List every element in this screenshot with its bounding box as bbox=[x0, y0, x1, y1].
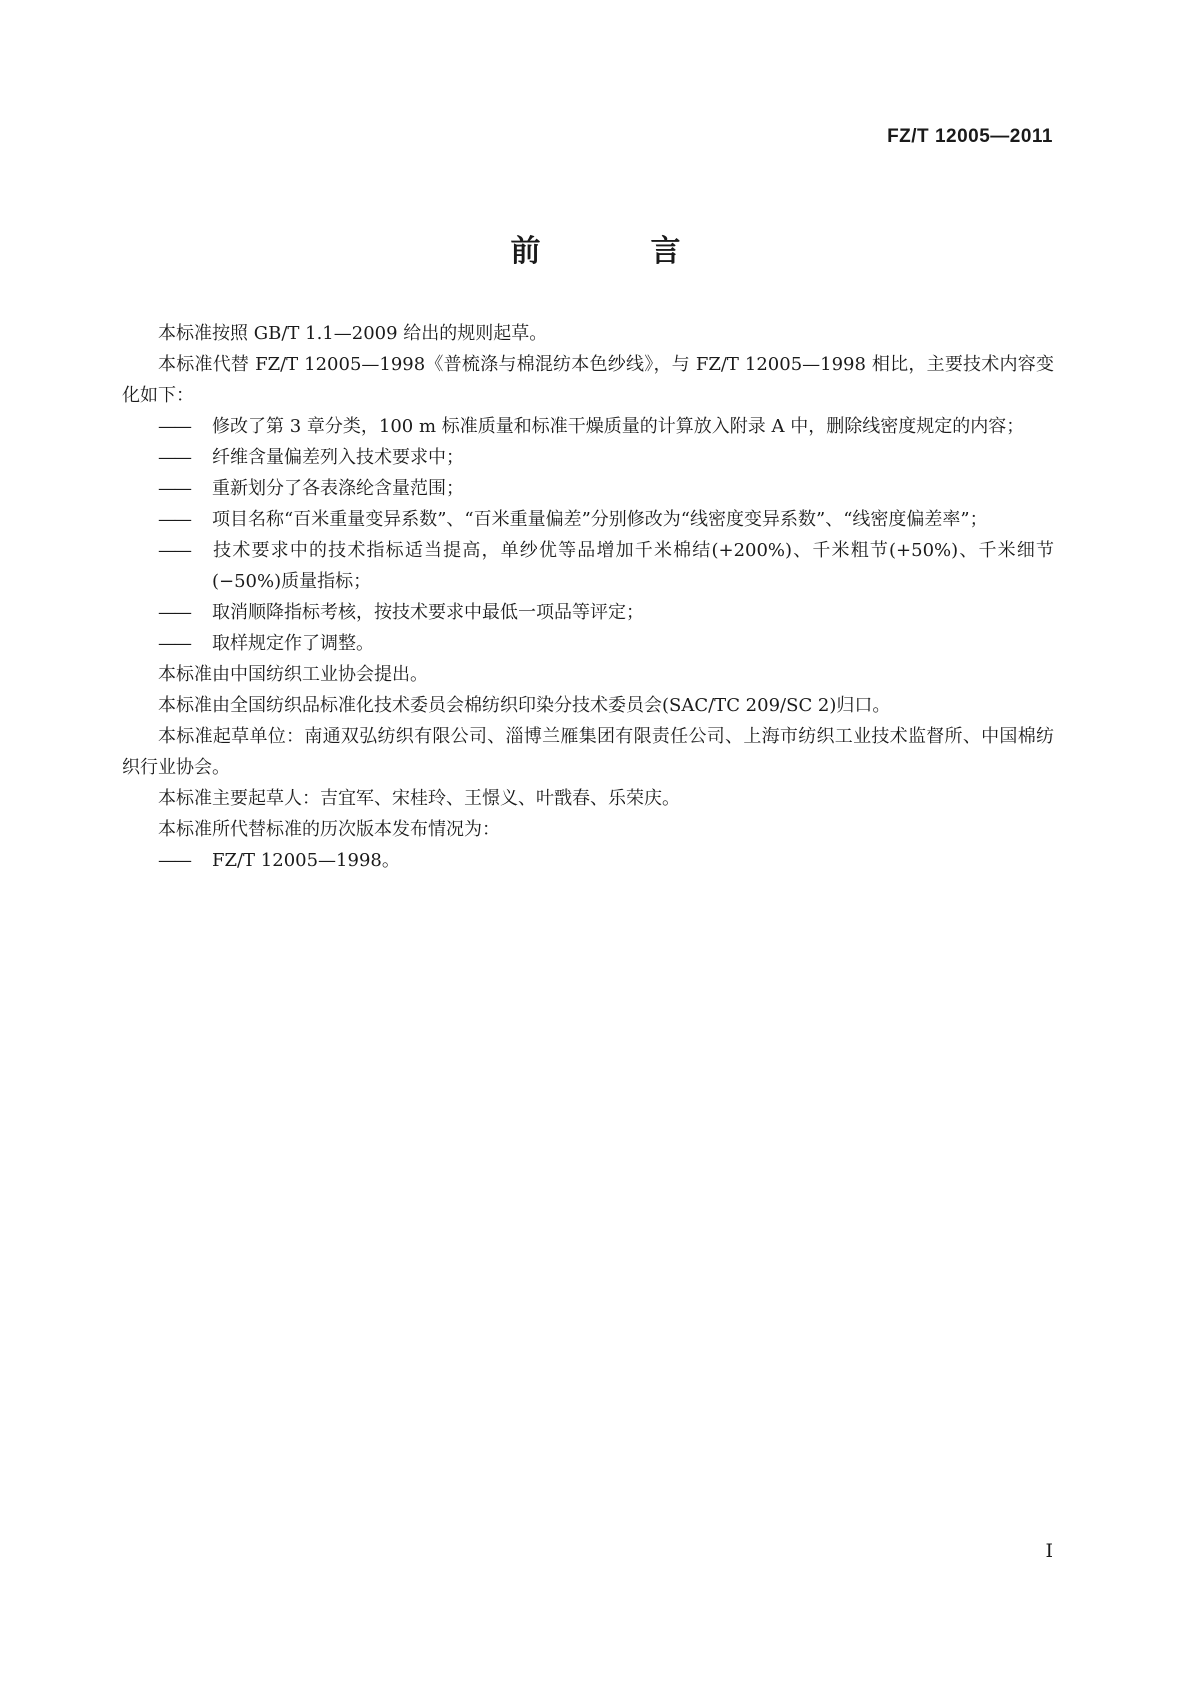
paragraph: 本标准所代替标准的历次版本发布情况为： bbox=[158, 819, 500, 840]
list-item bbox=[122, 597, 1054, 628]
paragraph: 本标准主要起草人：吉宜军、宋桂玲、王憬义、叶戬春、乐荣庆。 bbox=[158, 788, 680, 809]
list-item-text: 修改了第 3 章分类，100 m 标准质量和标准干燥质量的计算放入附录 A 中，删除线密度规定的内容； bbox=[212, 416, 1025, 437]
changes-list bbox=[122, 411, 1054, 659]
list-item bbox=[122, 845, 1054, 876]
list-item bbox=[122, 628, 1054, 659]
list-item-text: 重新划分了各表涤纶含量范围； bbox=[212, 478, 464, 499]
list-item bbox=[122, 442, 1054, 473]
list-item-text: 项目名称“百米重量变异系数”、“百米重量偏差”分别修改为“线密度变异系数”、“线密度偏差率”； bbox=[212, 509, 988, 530]
page-number: I bbox=[1045, 1540, 1053, 1562]
list-item-text: 取样规定作了调整。 bbox=[212, 633, 374, 654]
list-item bbox=[122, 411, 1054, 442]
dash-marker: —— bbox=[158, 509, 190, 530]
standard-code: FZ/T 12005—2011 bbox=[887, 126, 1053, 147]
dash-marker: —— bbox=[158, 850, 190, 871]
dash-marker: —— bbox=[158, 447, 190, 468]
foreword-body bbox=[122, 318, 1054, 876]
list-item-text: 技术要求中的技术指标适当提高，单纱优等品增加千米棉结(+200%)、千米粗节(+50%)、千米细节(−50%)质量指标； bbox=[212, 540, 1054, 592]
page-title: 前 言 bbox=[510, 234, 721, 269]
paragraph: 本标准由中国纺织工业协会提出。 bbox=[158, 664, 428, 685]
dash-marker: —— bbox=[158, 633, 190, 654]
list-item-text: 纤维含量偏差列入技术要求中； bbox=[212, 447, 464, 468]
paragraph: 本标准起草单位：南通双弘纺织有限公司、淄博兰雁集团有限责任公司、上海市纺织工业技术监督所、中国棉纺织行业协会。 bbox=[122, 726, 1054, 778]
dash-marker: —— bbox=[158, 602, 190, 623]
list-item bbox=[122, 504, 1054, 535]
dash-marker: —— bbox=[158, 478, 190, 499]
list-item bbox=[122, 535, 1054, 597]
list-item-text: 取消顺降指标考核，按技术要求中最低一项品等评定； bbox=[212, 602, 644, 623]
dash-marker: —— bbox=[158, 416, 190, 437]
list-item bbox=[122, 473, 1054, 504]
paragraph: 本标准按照 GB/T 1.1—2009 给出的规则起草。 bbox=[158, 323, 548, 344]
paragraph: 本标准由全国纺织品标准化技术委员会棉纺织印染分技术委员会(SAC/TC 209/SC 2)归口。 bbox=[158, 695, 891, 716]
paragraph: 本标准代替 FZ/T 12005—1998《普梳涤与棉混纺本色纱线》，与 FZ/T 12005—1998 相比，主要技术内容变化如下： bbox=[122, 354, 1054, 406]
history-list bbox=[122, 845, 1054, 876]
dash-marker: —— bbox=[158, 540, 190, 561]
list-item-text: FZ/T 12005—1998。 bbox=[212, 850, 400, 871]
